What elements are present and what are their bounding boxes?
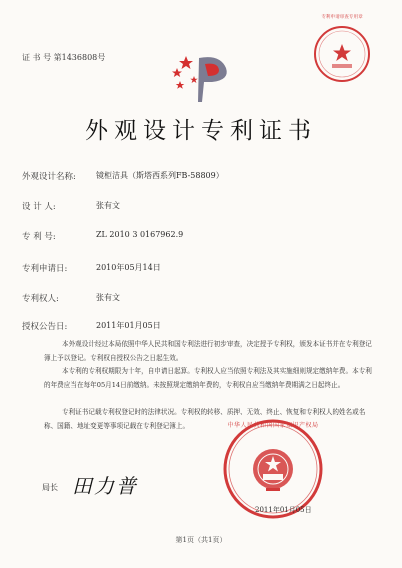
body-paragraph-1: 本外观设计经过本局依照中华人民共和国专利法进行初步审查，决定授予专利权，颁发本证书并在专利登记簿上予以登记。专利权自授权公告之日起生效。 [44, 340, 372, 362]
seal-bottom-text: 中华人民共和国国家知识产权局 [227, 422, 319, 429]
certificate-title: 外观设计专利证书 [85, 118, 317, 144]
page-footer: 第1页（共1页） [175, 536, 227, 544]
examination-seal-icon [312, 24, 372, 84]
design-name-label: 外观设计名称: [22, 172, 76, 182]
filing-date-label: 专利申请日: [22, 264, 68, 274]
patent-number-value: ZL 2010 3 0167962.9 [96, 230, 184, 239]
grant-date-label: 授权公告日: [22, 322, 68, 332]
sipo-logo-icon [172, 48, 236, 106]
grant-date-value: 2011年01月05日 [96, 321, 161, 330]
patentee-value: 张有文 [96, 293, 120, 302]
body-paragraph-3: 专利证书记载专利权登记时的法律状况。专利权的转移、质押、无效、终止、恢复和专利权人的姓名或名称、国籍、地址变更等事项记载在专利登记簿上。 [44, 408, 366, 430]
designer-label: 设 计 人: [22, 202, 56, 212]
design-name-value: 镜柜洁具（斯塔西系列FB-58809） [96, 171, 224, 180]
body-paragraph-2: 本专利的专利权期限为十年，自申请日起算。专利权人应当依照专利法及其实施细则规定缴纳年费。本专利的年费应当在每年05月14日前缴纳。未按照规定缴纳年费的，专利权自应当缴纳年费期满之日起终止。 [44, 367, 372, 389]
patentee-label: 专利权人: [22, 294, 59, 304]
filing-date-value: 2010年05月14日 [96, 263, 161, 272]
seal-top-text: 专利申请审查专用章 [321, 15, 363, 20]
patent-number-label: 专 利 号: [22, 232, 56, 242]
issue-date-stamp: 2011年01月05日 [255, 506, 312, 514]
designer-value: 张有文 [96, 201, 120, 210]
certificate-number: 证 书 号 第1436808号 [22, 53, 106, 62]
director-label: 局长 [42, 483, 58, 492]
director-signature: 田力普 [72, 474, 138, 498]
